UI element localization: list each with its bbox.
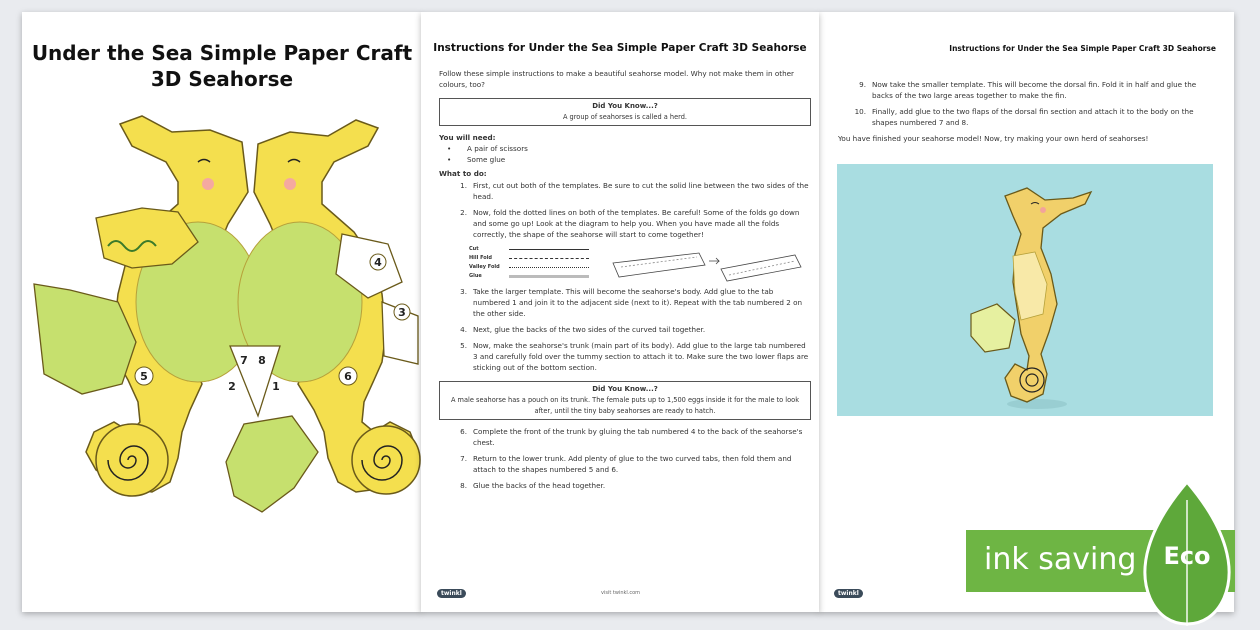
eco-leaf bbox=[1138, 480, 1236, 628]
you-will-need-heading: You will need: bbox=[439, 133, 496, 142]
list-item: • Some glue bbox=[457, 154, 811, 165]
eco-label: Eco bbox=[1163, 542, 1211, 570]
step-number: 1. bbox=[460, 181, 467, 190]
tab-number-6: 6 bbox=[344, 370, 352, 383]
closing-text: You have finished your seahorse model! Now, try making your own herd of seahorses! bbox=[838, 134, 1149, 143]
step-number: 10. bbox=[854, 107, 866, 116]
step-number: 5. bbox=[460, 341, 467, 350]
step-number: 7. bbox=[460, 454, 467, 463]
twinkl-logo: twinkl bbox=[834, 589, 863, 598]
step-item bbox=[439, 340, 811, 373]
legend-valley-fold: Valley Fold bbox=[469, 263, 811, 272]
tab-number-1: 1 bbox=[272, 380, 280, 393]
step-number: 3. bbox=[460, 287, 467, 296]
fold-diagram bbox=[439, 245, 811, 285]
left-cheek bbox=[202, 178, 214, 190]
step-item bbox=[439, 286, 811, 319]
tab-number-3: 3 bbox=[398, 306, 406, 319]
step-text: First, cut out both of the templates. Be sure to cut the solid line between the two sides of the head. bbox=[473, 181, 809, 201]
step-text: Complete the front of the trunk by gluing the tab numbered 4 to the back of the seahorse's chest. bbox=[473, 427, 803, 447]
instructions-title: Instructions for Under the Sea Simple Paper Craft 3D Seahorse bbox=[433, 42, 807, 54]
did-you-know-box-1 bbox=[439, 98, 811, 126]
step-item bbox=[439, 180, 811, 202]
ink-saving-label: ink saving bbox=[984, 542, 1137, 577]
title-line-2: 3D Seahorse bbox=[150, 67, 294, 91]
step-text: Next, glue the backs of the two sides of the curved tail together. bbox=[473, 325, 706, 334]
title-line-1: Under the Sea Simple Paper Craft bbox=[31, 41, 413, 65]
step-item bbox=[439, 207, 811, 240]
steps-list-b bbox=[439, 286, 811, 373]
step-number: 9. bbox=[859, 80, 866, 89]
did-you-know-title: Did You Know...? bbox=[592, 385, 658, 393]
instructions-body bbox=[838, 78, 1218, 144]
tab-number-4: 4 bbox=[374, 256, 382, 269]
legend-hill-fold: Hill Fold bbox=[469, 254, 811, 263]
steps-list bbox=[838, 79, 1218, 128]
step-item bbox=[439, 426, 811, 448]
steps-list-a bbox=[439, 180, 811, 240]
step-item bbox=[439, 480, 811, 491]
right-cheek bbox=[284, 178, 296, 190]
footer-url: visit twinkl.com bbox=[601, 590, 641, 596]
intro-text: Follow these simple instructions to make a beautiful seahorse model. Why not make them in other colours, too? bbox=[439, 69, 795, 89]
step-number: 2. bbox=[460, 208, 467, 217]
instructions-body bbox=[439, 68, 811, 496]
did-you-know-text: A male seahorse has a pouch on its trunk. The female puts up to 1,500 eggs inside it for the male to look after, until the tiny baby seahorses are ready to hatch. bbox=[450, 396, 800, 415]
legend-cut: Cut bbox=[469, 245, 811, 254]
tab-number-2: 2 bbox=[228, 380, 236, 393]
tab-number-5: 5 bbox=[140, 370, 148, 383]
list-item: • A pair of scissors bbox=[457, 143, 811, 154]
step-number: 8. bbox=[460, 481, 467, 490]
step-text: Now, make the seahorse's trunk (main part of its body). Add glue to the large tab numbered 3 and carefully fold over the tummy section to attach it to. Make sure the two lower flaps are sticking out of the bottom section. bbox=[473, 341, 809, 372]
fold-diagram-illustration bbox=[609, 245, 809, 285]
step-text: Take the larger template. This will become the seahorse's body. Add glue to the tab numbered 1 and join it to the adjacent side (next to it). Repeat with the tab numbered 2 on the other side. bbox=[473, 287, 803, 318]
step-text: Now, fold the dotted lines on both of the templates. Be careful! Some of the folds go down and some go up! Look at the diagram to help you. When you have made all the folds correctly, the shape of the seahorse will start to come together! bbox=[473, 208, 800, 239]
instructions-title: Instructions for Under the Sea Simple Paper Craft 3D Seahorse bbox=[949, 44, 1216, 53]
step-text: Return to the lower trunk. Add plenty of glue to the two curved tabs, then fold them and attach to the shapes numbered 5 and 6. bbox=[473, 454, 792, 474]
seahorse-model-illustration bbox=[837, 164, 1213, 416]
step-text: Glue the backs of the head together. bbox=[473, 481, 606, 490]
template-page bbox=[22, 12, 422, 612]
seahorse-model-photo bbox=[837, 164, 1213, 416]
step-item bbox=[838, 106, 1218, 128]
legend-glue: Glue bbox=[469, 272, 811, 281]
materials-list bbox=[439, 143, 811, 165]
seahorse-template-illustration bbox=[22, 12, 422, 612]
instructions-page bbox=[421, 12, 819, 612]
steps-list-c bbox=[439, 426, 811, 491]
step-text: Finally, add glue to the two flaps of the dorsal fin section and attach it to the body on the shapes numbered 7 and 8. bbox=[872, 107, 1194, 127]
did-you-know-text: A group of seahorses is called a herd. bbox=[562, 113, 688, 121]
step-item bbox=[439, 453, 811, 475]
what-to-do-heading: What to do: bbox=[439, 169, 487, 178]
did-you-know-box-2 bbox=[439, 381, 811, 420]
step-text: Now take the smaller template. This will become the dorsal fin. Fold it in half and glue the backs of the two large areas together to make the fin. bbox=[872, 80, 1197, 100]
step-item bbox=[838, 79, 1218, 101]
tab-number-7: 7 bbox=[240, 354, 248, 367]
step-number: 4. bbox=[460, 325, 467, 334]
left-tail bbox=[96, 424, 168, 496]
twinkl-logo: twinkl bbox=[437, 589, 466, 598]
did-you-know-title: Did You Know...? bbox=[592, 102, 658, 110]
tab-number-8: 8 bbox=[258, 354, 266, 367]
step-item bbox=[439, 324, 811, 335]
dorsal-fin-piece bbox=[226, 416, 318, 512]
step-number: 6. bbox=[460, 427, 467, 436]
